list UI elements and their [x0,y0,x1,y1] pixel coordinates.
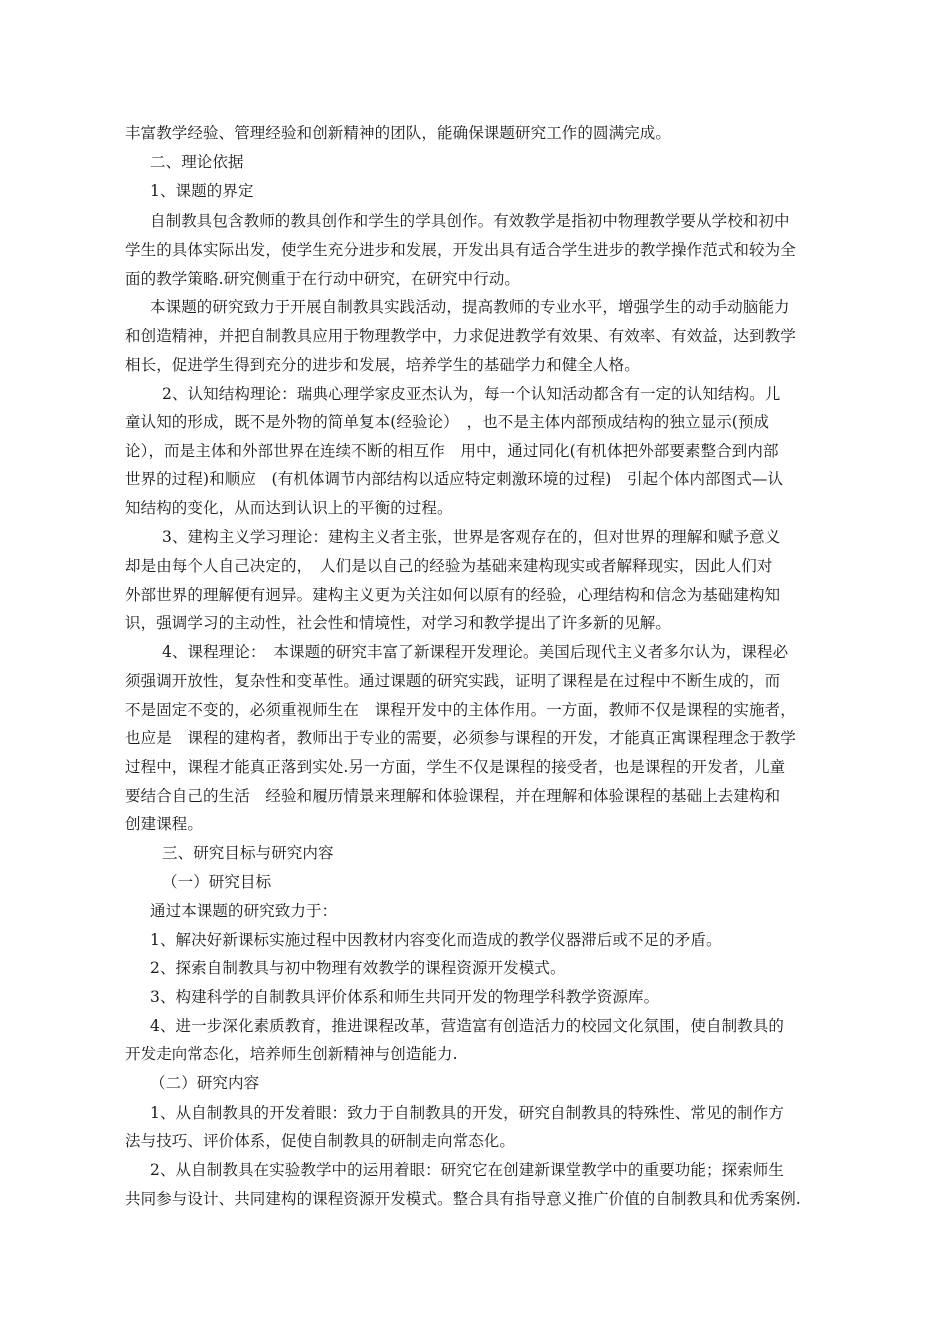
subsection-heading: （一）研究目标 [162,873,272,891]
text-line: 开发走向常态化，培养师生创新精神与创造能力. [125,1045,458,1063]
list-item: 1、从自制教具的开发着眼：致力于自制教具的开发，研究自制教具的特殊性、常见的制作方 [150,1104,784,1122]
text-line: 不是固定不变的，必须重视师生在 课程开发中的主体作用。一方面，教师不仅是课程的实施者， [125,701,796,719]
text-line: 法与技巧、评价体系，促使自制教具的研制走向常态化。 [125,1132,516,1150]
subsection-heading: 1、课题的界定 [150,182,254,200]
text-line: 3、建构主义学习理论：建构主义者主张，世界是客观存在的，但对世界的理解和赋予意义 [162,528,781,546]
text-line: 要结合自己的生活 经验和履历情景来理解和体验课程，并在理解和体验课程的基础上去建构和 [125,787,781,805]
list-item: 2、从自制教具在实验教学中的运用着眼：研究它在创建新课堂教学中的重要功能；探索师生 [150,1161,784,1179]
text-line: 学生的具体实际出发，使学生充分进步和发展，开发出具有适合学生进步的教学操作范式和较为全 [125,241,796,259]
section-heading: 三、研究目标与研究内容 [162,844,334,862]
text-line: 童认知的形成，既不是外物的简单复本(经验论） ，也不是主体内部预成结构的独立显示(预成 [125,413,770,431]
text-line: 论），而是主体和外部世界在连续不断的相互作 用中，通过同化(有机体把外部要素整合到内部 [125,442,779,460]
section-heading: 二、理论依据 [150,153,244,171]
text-line: 识，强调学习的主动性，社会性和情境性，对学习和教学提出了许多新的见解。 [125,614,672,632]
text-line: 和创造精神，并把自制教具应用于物理教学中，力求促进教学有效果、有效率、有效益，达到教学 [125,327,796,345]
text-line: 也应是 课程的建构者，教师出于专业的需要，必须参与课程的开发，才能真正寓课程理念于教学 [125,729,796,747]
text-line: 自制教具包含教师的教具创作和学生的学具创作。有效教学是指初中物理教学要从学校和初中 [150,212,790,230]
text-line: 须强调开放性，复杂性和变革性。通过课题的研究实践，证明了课程是在过程中不断生成的，而 [125,672,781,690]
text-line: 本课题的研究致力于开展自制教具实践活动，提高教师的专业水平，增强学生的动手动脑能力 [150,298,790,316]
text-line: 4、课程理论： 本课题的研究丰富了新课程开发理论。美国后现代主义者多尔认为，课程必 [162,643,789,661]
list-item: 3、构建科学的自制教具评价体系和师生共同开发的物理学科教学资源库。 [150,988,660,1006]
text-line: 2、认知结构理论：瑞典心理学家皮亚杰认为，每一个认知活动都含有一定的认知结构。儿 [162,385,781,403]
text-line: 知结构的变化，从而达到认识上的平衡的过程。 [125,499,453,517]
text-line: 共同参与设计、共同建构的课程资源开发模式。整合具有指导意义推广价值的自制教具和优秀案例. [125,1190,801,1208]
text-line: 外部世界的理解便有迥异。建构主义更为关注如何以原有的经验，心理结构和信念为基础建构知 [125,586,781,604]
text-line: 丰富教学经验、管理经验和创新精神的团队，能确保课题研究工作的圆满完成。 [125,124,672,142]
text-line: 面的教学策略.研究侧重于在行动中研究，在研究中行动。 [125,270,521,288]
list-item: 4、进一步深化素质教育，推进课程改革，营造富有创造活力的校园文化氛围，使自制教具的 [150,1017,784,1035]
text-line: 通过本课题的研究致力于： [150,902,338,920]
list-item: 2、探索自制教具与初中物理有效教学的课程资源开发模式。 [150,959,566,977]
text-line: 创建课程。 [125,815,204,833]
text-line: 世界的过程)和顺应 (有机体调节内部结构以适应特定刺激环境的过程) 引起个体内部图式—认 [125,470,784,488]
subsection-heading: （二）研究内容 [150,1074,260,1092]
text-line: 相长，促进学生得到充分的进步和发展，培养学生的基础学力和健全人格。 [125,356,640,374]
text-line: 过程中，课程才能真正落到实处.另一方面，学生不仅是课程的接受者，也是课程的开发者，儿童 [125,758,786,776]
text-line: 却是由每个人自己决定的， 人们是以自己的经验为基础来建构现实或者解释现实，因此人们对 [125,557,773,575]
list-item: 1、解决好新课标实施过程中因教材内容变化而造成的教学仪器滞后或不足的矛盾。 [150,931,722,949]
